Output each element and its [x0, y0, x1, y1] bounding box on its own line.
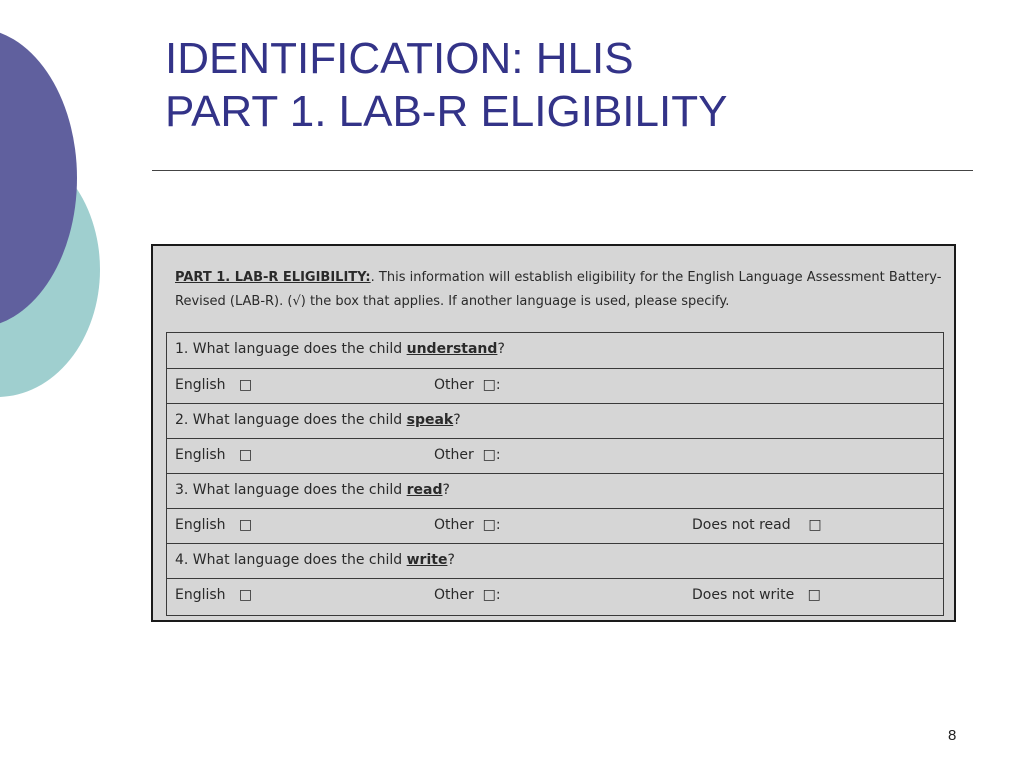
english-label: English: [175, 587, 226, 603]
question-prefix: 2. What language does the child: [175, 412, 407, 428]
slide-title-line-2: PART 1. LAB-R ELIGIBILITY: [165, 87, 728, 136]
question-text-write: [175, 552, 455, 568]
does-not-write-checkbox[interactable]: □: [807, 587, 821, 603]
question-row-speak: [167, 403, 943, 438]
does-not-write-label: Does not write: [692, 587, 795, 603]
question-text-speak: [175, 412, 461, 428]
question-keyword: speak: [406, 412, 454, 428]
english-checkbox[interactable]: □: [238, 587, 253, 603]
other-option: [434, 517, 501, 533]
question-keyword: read: [406, 482, 443, 498]
question-suffix: ?: [447, 552, 455, 568]
form-table: [166, 332, 944, 616]
does-not-read-checkbox[interactable]: □: [808, 517, 822, 533]
slide-title-line-1: IDENTIFICATION: HLIS: [165, 34, 634, 83]
question-prefix: 1. What language does the child: [175, 341, 407, 357]
other-checkbox[interactable]: □: [482, 447, 496, 463]
other-label: Other: [434, 517, 474, 533]
english-option: [175, 447, 252, 463]
title-divider: [152, 170, 973, 171]
other-option: [434, 587, 501, 603]
other-colon: :: [495, 377, 501, 393]
other-label: Other: [434, 447, 474, 463]
other-option: [434, 447, 501, 463]
question-prefix: 4. What language does the child: [175, 552, 407, 568]
question-suffix: ?: [497, 341, 505, 357]
form-heading: PART 1. LAB-R ELIGIBILITY:: [175, 270, 371, 285]
form-scan: [151, 244, 956, 622]
other-option: [434, 377, 501, 393]
answer-row-write: [167, 578, 943, 613]
english-label: English: [175, 377, 226, 393]
answer-row-speak: [167, 438, 943, 473]
english-label: English: [175, 517, 226, 533]
question-row-understand: [167, 333, 943, 368]
english-option: [175, 377, 252, 393]
form-intro: [175, 266, 945, 314]
other-colon: :: [495, 517, 501, 533]
question-row-read: [167, 473, 943, 508]
question-keyword: understand: [406, 341, 498, 357]
english-option: [175, 517, 252, 533]
form-intro-text: . This information will establish eligibility for the English Language Assessment Battery-Revised (LAB-R). (√) the box that applies. If another language is used, please specify.: [175, 270, 942, 309]
other-colon: :: [495, 447, 501, 463]
does-not-read-label: Does not read: [692, 517, 791, 533]
page-number: 8: [948, 727, 957, 744]
other-checkbox[interactable]: □: [482, 377, 496, 393]
question-suffix: ?: [453, 412, 461, 428]
other-checkbox[interactable]: □: [482, 517, 496, 533]
does-not-read-option: [692, 517, 822, 533]
question-suffix: ?: [442, 482, 450, 498]
question-row-write: [167, 543, 943, 578]
question-text-understand: [175, 341, 505, 357]
other-colon: :: [495, 587, 501, 603]
other-label: Other: [434, 587, 474, 603]
answer-row-understand: [167, 368, 943, 403]
english-checkbox[interactable]: □: [238, 377, 253, 393]
english-label: English: [175, 447, 226, 463]
slide-title: [165, 32, 727, 138]
other-checkbox[interactable]: □: [482, 587, 496, 603]
answer-row-read: [167, 508, 943, 543]
question-text-read: [175, 482, 450, 498]
other-label: Other: [434, 377, 474, 393]
question-prefix: 3. What language does the child: [175, 482, 407, 498]
english-checkbox[interactable]: □: [238, 447, 253, 463]
english-checkbox[interactable]: □: [238, 517, 253, 533]
question-keyword: write: [406, 552, 448, 568]
english-option: [175, 587, 252, 603]
does-not-write-option: [692, 587, 821, 603]
